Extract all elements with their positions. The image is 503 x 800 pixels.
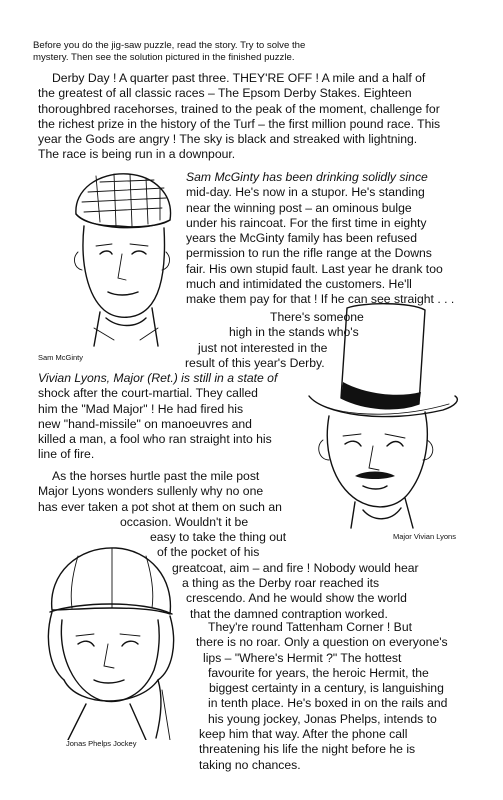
story-line: him the "Mad Major" ! He had fired his <box>38 401 244 416</box>
jonas-phelps-illustration <box>38 540 183 740</box>
story-paragraph-1 <box>38 71 440 163</box>
story-line: result of this year's Derby. <box>185 355 325 370</box>
story-line: much and intimidated the customers. He'll <box>186 277 412 292</box>
story-line: As the horses hurtle past the mile post <box>52 469 260 483</box>
story-line: a thing as the Derby roar reached its <box>182 576 380 591</box>
story-line: the richest prize in the history of the Turf – the first million pound race. This <box>38 116 441 131</box>
story-line: near the winning post – an ominous bulge <box>186 200 412 215</box>
sam-mcginty-illustration <box>66 168 178 348</box>
story-line: year the Gods are angry ! The sky is black and streaked with lightning. <box>38 132 418 147</box>
intro-line: Before you do the jig-saw puzzle, read the story. Try to solve the <box>33 40 306 51</box>
story-line: Sam McGinty has been drinking solidly since <box>186 170 428 184</box>
story-line: killed a man, a fool who ran straight into his <box>38 432 272 447</box>
story-line: mid-day. He's now in a stupor. He's standing <box>186 185 425 200</box>
story-line: of the pocket of his <box>157 545 260 560</box>
story-line: just not interested in the <box>198 340 328 355</box>
story-line: in tenth place. He's boxed in on the rails and <box>208 696 448 711</box>
story-line: easy to take the thing out <box>150 530 287 545</box>
story-line-text: Vivian Lyons, Major (Ret.) is still in a state of <box>38 371 278 385</box>
story-line: thoroughbred racehorses, trained to the peak of the moment, challenge for <box>38 101 440 116</box>
story-line: line of fire. <box>38 447 95 462</box>
story-paragraph-5 <box>196 620 448 773</box>
caption-sam-mcginty: Sam McGinty <box>38 353 84 362</box>
story-line: greatcoat, aim – and fire ! Nobody would hear <box>172 560 419 575</box>
story-line: favourite for years, the heroic Hermit, the <box>208 665 429 680</box>
caption-jonas-phelps: Jonas Phelps Jockey <box>66 739 137 748</box>
story-line: that the damned contraption worked. <box>190 606 388 621</box>
story-line: biggest certainty in a century, is languishing <box>209 681 444 696</box>
story-line: there is no roar. Only a question on everyone's <box>196 635 448 650</box>
story-line: has ever taken a pot shot at them on such an <box>38 499 282 514</box>
caption-major-lyons: Major Vivian Lyons <box>393 532 456 541</box>
story-line: permission to run the rifle range at the Downs <box>186 246 432 261</box>
intro-text <box>33 40 473 64</box>
story-line: occasion. Wouldn't it be <box>120 514 249 529</box>
story-line: under his raincoat. For the first time in eighty <box>186 215 427 230</box>
story-paragraph-2 <box>186 170 454 308</box>
story-line: Major Lyons wonders sullenly why no one <box>38 484 264 499</box>
story-line: taking no chances. <box>199 757 301 772</box>
story-line: They're round Tattenham Corner ! But <box>208 620 412 634</box>
intro-line: mystery. Then see the solution pictured in the finished puzzle. <box>33 52 295 63</box>
story-line-text: his young jockey, Jonas Phelps, intends to <box>208 711 437 726</box>
story-line: The race is being run in a downpour. <box>38 147 236 162</box>
story-line: make them pay for that ! If he can see straight . . . <box>186 292 455 307</box>
story-line: high in the stands who's <box>229 325 359 340</box>
story-line: years the McGinty family has been refused <box>186 231 417 246</box>
story-line: There's someone <box>270 310 364 324</box>
story-line: threatening his life the night before he is <box>199 742 416 757</box>
story-line: shock after the court-martial. They called <box>38 386 258 401</box>
story-paragraph-3b <box>38 371 277 463</box>
story-line: the greatest of all classic races – The Epsom Derby Stakes. Eighteen <box>38 86 412 101</box>
story-line <box>38 371 277 386</box>
story-line: lips – "Where's Hermit ?" The hottest <box>203 650 402 665</box>
story-line: keep him that way. After the phone call <box>199 727 408 742</box>
story-line: Derby Day ! A quarter past three. THEY'RE OFF ! A mile and a half of <box>52 71 426 85</box>
story-line <box>196 712 448 727</box>
story-line: fair. His own stupid fault. Last year he drank too <box>186 261 443 276</box>
story-line: crescendo. And he would show the world <box>186 591 407 606</box>
story-line: new "hand-missile" on manoeuvres and <box>38 416 252 431</box>
